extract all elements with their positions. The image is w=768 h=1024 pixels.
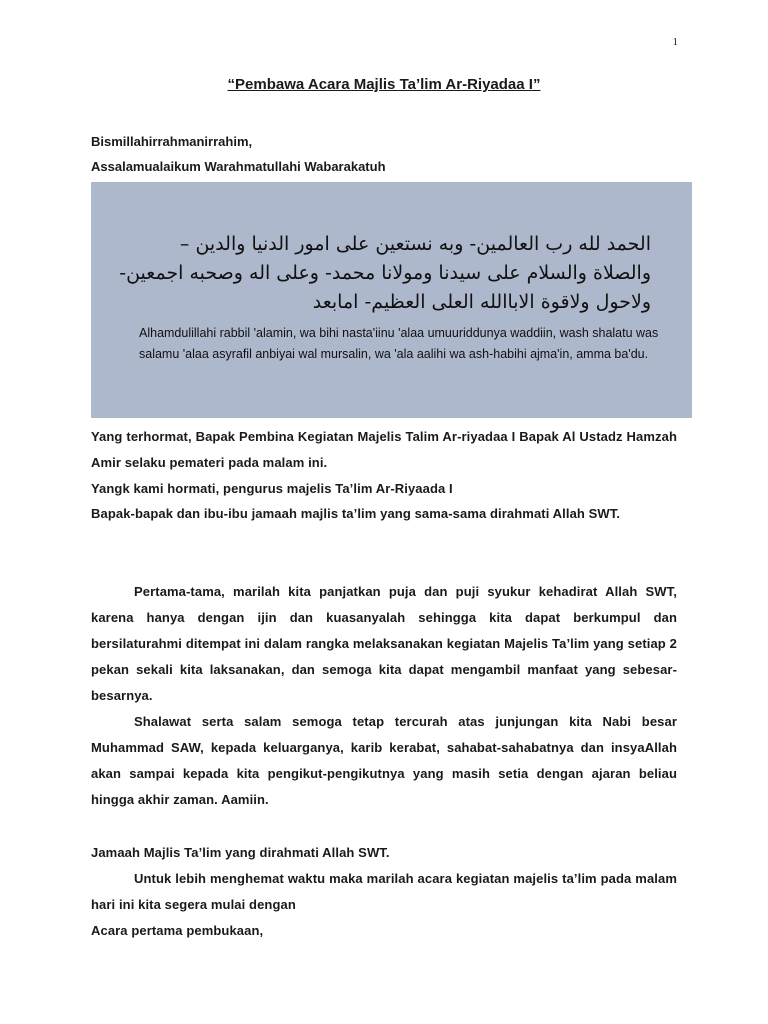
bismillah-line: Bismillahirrahmanirrahim, (91, 134, 253, 149)
transliteration-text: Alhamdulillahi rabbil 'alamin, wa bihi nasta'iinu 'alaa umuuriddunya waddiin, wash shalatu was salamu 'alaa asyrafil anbiyai wal mursalin, wa 'ala aalihi wa ash-habihi ajma'in, amma ba'du. (139, 326, 659, 361)
salutation-paragraph-3: Bapak-bapak dan ibu-ibu jamaah majlis ta’lim yang sama-sama dirahmati Allah SWT. (91, 506, 621, 521)
salutation-paragraph-1: Yang terhormat, Bapak Pembina Kegiatan Majelis Talim Ar-riyadaa I Bapak Al Ustadz Hamzah Amir selaku pemateri pada malam ini. (91, 429, 677, 470)
arabic-text (119, 230, 651, 317)
arabic-prayer-box (91, 182, 692, 418)
arabic-line-2: والصلاة والسلام على سيدنا ومولانا محمد- وعلى اله وصحبه اجمعين- (119, 262, 651, 284)
body-paragraph-1: Pertama-tama, marilah kita panjatkan puja dan puji syukur kehadirat Allah SWT, karena hanya dengan ijin dan kuasanyalah sehingga kita dapat berkumpul dan bersilaturahmi ditempat ini dalam rangka melaksanakan kegiatan Majelis Ta’lim yang setiap 2 pekan sekali kita laksanakan, dan semoga kita dapat mengambil manfaat yang sebesar-besarnya. (91, 584, 677, 703)
document-title: “Pembawa Acara Majlis Ta’lim Ar-Riyadaa I” (227, 76, 541, 93)
acara-line: Acara pertama pembukaan, (91, 923, 264, 938)
body-paragraph-2: Shalawat serta salam semoga tetap tercurah atas junjungan kita Nabi besar Muhammad SAW, kepada keluarganya, karib kerabat, sahabat-sahabatnya dan insyaAllah akan sampai kepada kita pengikut-pengikutnya yang masih setia dengan ajaran beliau hingga akhir zaman. Aamiin. (91, 714, 677, 807)
salutation-paragraph-2: Yangk kami hormati, pengurus majelis Ta’lim Ar-Riyaada I (91, 481, 453, 496)
arabic-line-3: ولاحول ولاقوة الاباالله العلى العظيم- امابعد (312, 291, 651, 313)
arabic-line-1: الحمد لله رب العالمين- وبه نستعين على امور الدنيا والدين – (179, 233, 651, 255)
body-paragraph-3: Untuk lebih menghemat waktu maka marilah acara kegiatan majelis ta’lim pada malam hari ini kita segera mulai dengan (91, 871, 677, 912)
salam-line: Assalamualaikum Warahmatullahi Wabarakatuh (91, 159, 386, 174)
page-number: 1 (672, 36, 678, 48)
jamaah-line: Jamaah Majlis Ta’lim yang dirahmati Allah SWT. (91, 845, 390, 860)
